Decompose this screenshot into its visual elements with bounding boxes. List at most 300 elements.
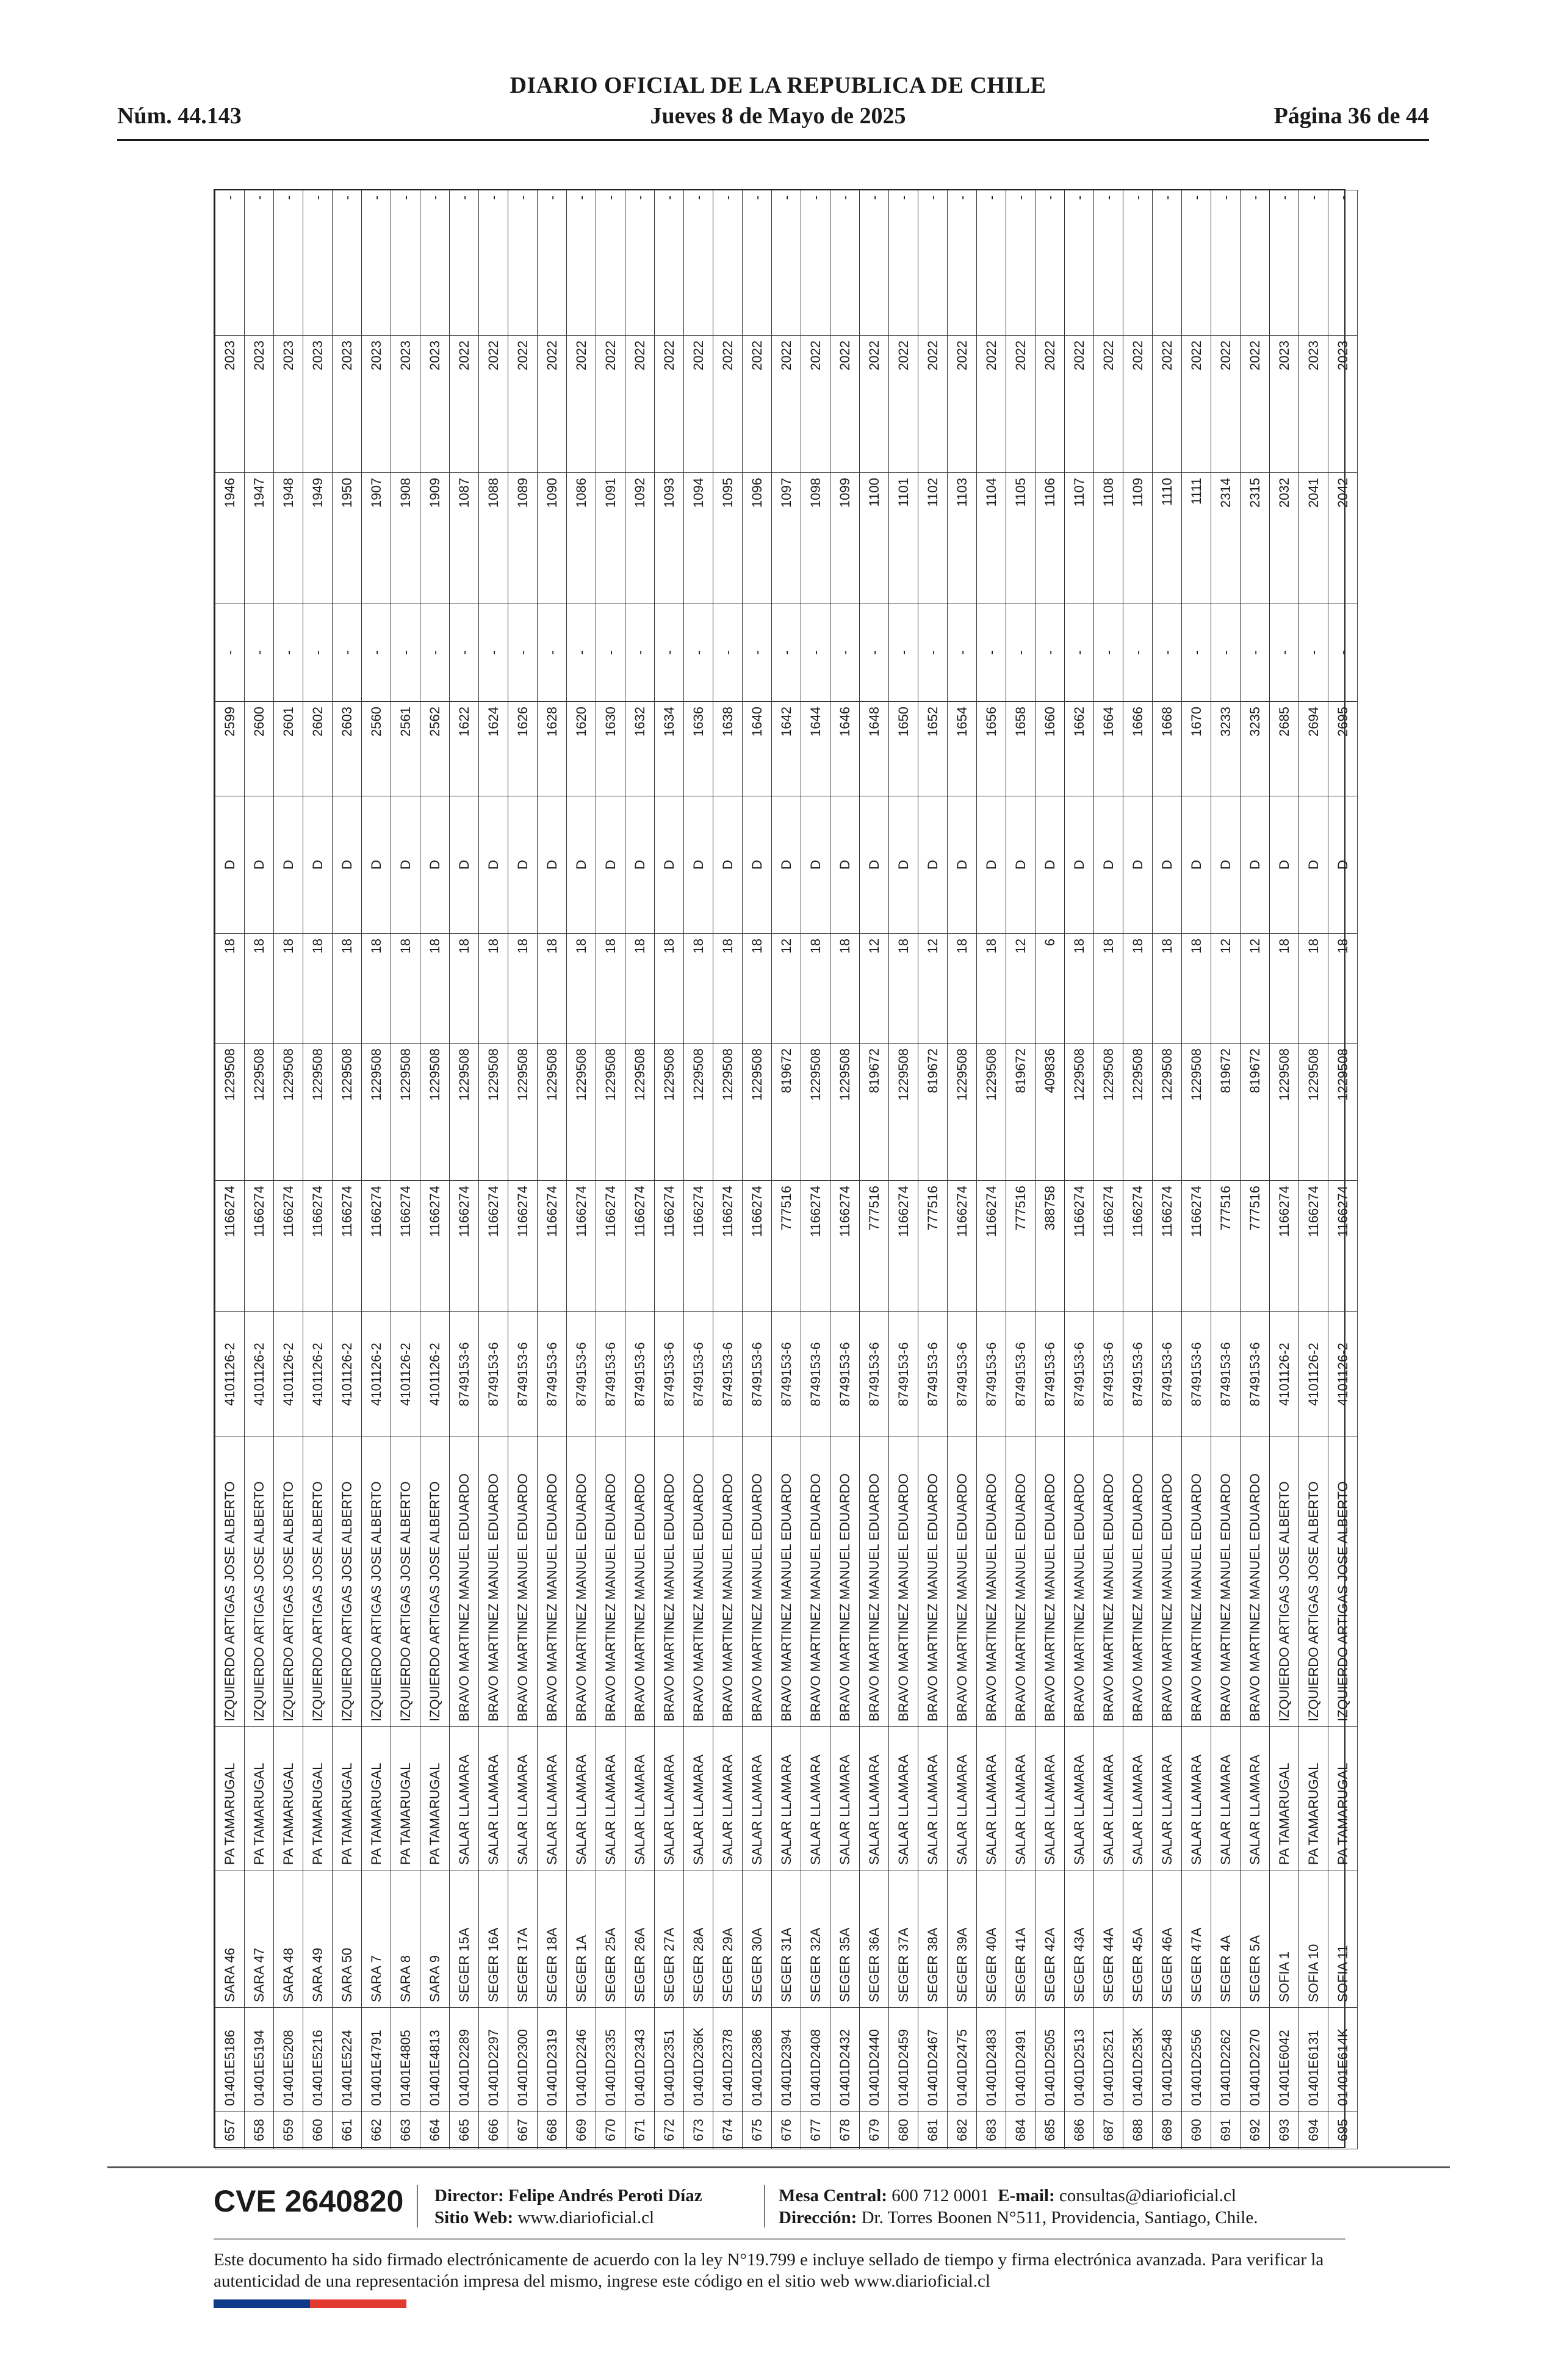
table-cell: 819672 xyxy=(918,1044,948,1181)
table-cell: 1166274 xyxy=(1328,1181,1358,1312)
table-cell: SEGER 25A xyxy=(596,1870,625,2008)
table-cell: IZQUIERDO ARTIGAS JOSE ALBERTO xyxy=(362,1437,391,1727)
table-cell: - xyxy=(303,190,333,336)
table-cell: 18 xyxy=(889,934,918,1044)
table-cell: 673 xyxy=(684,2111,713,2149)
table-cell: 1099 xyxy=(830,473,860,604)
table-row xyxy=(596,190,625,2149)
table-cell: SALAR LLAMARA xyxy=(596,1727,625,1870)
table-cell: 8749153-6 xyxy=(1094,1312,1123,1437)
table-cell: 01401E6042 xyxy=(1270,2008,1299,2111)
table-cell: 8749153-6 xyxy=(1153,1312,1182,1437)
table-cell: D xyxy=(889,796,918,934)
table-cell: SARA 48 xyxy=(274,1870,303,2008)
table-cell: 1229508 xyxy=(1270,1044,1299,1181)
table-cell: BRAVO MARTINEZ MANUEL EDUARDO xyxy=(684,1437,713,1727)
table-cell: 1654 xyxy=(948,702,977,796)
table-cell: 2022 xyxy=(977,336,1006,473)
table-cell: SOFIA 1 xyxy=(1270,1870,1299,2008)
table-cell: 01401D2432 xyxy=(830,2008,860,2111)
table-cell: 660 xyxy=(303,2111,333,2149)
table-cell: 819672 xyxy=(860,1044,889,1181)
table-cell: 01401D236K xyxy=(684,2008,713,2111)
table-cell: D xyxy=(450,796,479,934)
table-cell: 1229508 xyxy=(1065,1044,1094,1181)
table-cell: 1166274 xyxy=(713,1181,743,1312)
table-cell: SEGER 31A xyxy=(772,1870,801,2008)
issue-number: Núm. 44.143 xyxy=(117,103,242,129)
table-cell: - xyxy=(1241,190,1270,336)
table-cell: 2561 xyxy=(391,702,420,796)
table-cell: 18 xyxy=(450,934,479,1044)
table-cell: 1229508 xyxy=(713,1044,743,1181)
flag-stripe-blue xyxy=(214,2299,310,2308)
table-row xyxy=(567,190,596,2149)
table-cell: - xyxy=(1299,604,1328,702)
table-cell: D xyxy=(1270,796,1299,934)
table-cell: 1648 xyxy=(860,702,889,796)
table-cell: BRAVO MARTINEZ MANUEL EDUARDO xyxy=(508,1437,538,1727)
table-cell: IZQUIERDO ARTIGAS JOSE ALBERTO xyxy=(1270,1437,1299,1727)
table-cell: 1229508 xyxy=(1182,1044,1211,1181)
table-cell: 1166274 xyxy=(450,1181,479,1312)
table-cell: 12 xyxy=(772,934,801,1044)
table-cell: 2022 xyxy=(1241,336,1270,473)
table-cell: - xyxy=(1153,190,1182,336)
table-cell: 01401E5194 xyxy=(245,2008,274,2111)
table-cell: SALAR LLAMARA xyxy=(1123,1727,1153,1870)
table-cell: - xyxy=(362,604,391,702)
table-cell: SEGER 41A xyxy=(1006,1870,1036,2008)
table-cell: IZQUIERDO ARTIGAS JOSE ALBERTO xyxy=(333,1437,362,1727)
table-cell: D xyxy=(625,796,655,934)
table-cell: 2041 xyxy=(1299,473,1328,604)
page-indicator: Página 36 de 44 xyxy=(1273,103,1429,129)
table-cell: 1109 xyxy=(1123,473,1153,604)
table-cell: 2023 xyxy=(362,336,391,473)
table-cell: 01401D2459 xyxy=(889,2008,918,2111)
table-cell: 18 xyxy=(596,934,625,1044)
table-cell: 8749153-6 xyxy=(1123,1312,1153,1437)
table-cell: 1620 xyxy=(567,702,596,796)
table-cell: 8749153-6 xyxy=(1211,1312,1241,1437)
table-cell: 4101126-2 xyxy=(420,1312,450,1437)
table-cell: 819672 xyxy=(772,1044,801,1181)
table-cell: - xyxy=(479,190,508,336)
table-cell: 1229508 xyxy=(1299,1044,1328,1181)
table-cell: 1652 xyxy=(918,702,948,796)
table-cell: 01401D253K xyxy=(1123,2008,1153,2111)
table-cell: 2022 xyxy=(655,336,684,473)
email-link[interactable]: consultas@diarioficial.cl xyxy=(1059,2186,1236,2205)
table-cell: BRAVO MARTINEZ MANUEL EDUARDO xyxy=(625,1437,655,1727)
table-row xyxy=(860,190,889,2149)
table-body xyxy=(215,190,1358,2149)
table-cell: - xyxy=(772,604,801,702)
table-cell: - xyxy=(508,604,538,702)
table-cell: D xyxy=(274,796,303,934)
table-cell: 2315 xyxy=(1241,473,1270,604)
table-cell: 1166274 xyxy=(655,1181,684,1312)
table-cell: BRAVO MARTINEZ MANUEL EDUARDO xyxy=(1123,1437,1153,1727)
table-cell: 1166274 xyxy=(1182,1181,1211,1312)
table-cell: 2023 xyxy=(215,336,245,473)
footer-note-divider xyxy=(214,2238,1345,2240)
table-cell: 1095 xyxy=(713,473,743,604)
table-cell: 691 xyxy=(1211,2111,1241,2149)
table-cell: 4101126-2 xyxy=(333,1312,362,1437)
table-cell: - xyxy=(215,604,245,702)
table-cell: 1166274 xyxy=(1270,1181,1299,1312)
table-cell: BRAVO MARTINEZ MANUEL EDUARDO xyxy=(889,1437,918,1727)
table-cell: 8749153-6 xyxy=(713,1312,743,1437)
table-row xyxy=(1065,190,1094,2149)
table-cell: BRAVO MARTINEZ MANUEL EDUARDO xyxy=(1006,1437,1036,1727)
table-cell: 4101126-2 xyxy=(303,1312,333,1437)
table-row xyxy=(274,190,303,2149)
table-cell: 01401D2386 xyxy=(743,2008,772,2111)
table-row xyxy=(215,190,245,2149)
table-cell: 1166274 xyxy=(948,1181,977,1312)
table-cell: - xyxy=(538,604,567,702)
table-cell: 18 xyxy=(245,934,274,1044)
table-cell: PA TAMARUGAL xyxy=(391,1727,420,1870)
table-cell: D xyxy=(362,796,391,934)
table-cell: - xyxy=(948,190,977,336)
table-cell: 1632 xyxy=(625,702,655,796)
table-cell: 4101126-2 xyxy=(274,1312,303,1437)
table-cell: 2022 xyxy=(918,336,948,473)
table-cell: 1166274 xyxy=(743,1181,772,1312)
table-cell: 665 xyxy=(450,2111,479,2149)
table-cell: 1229508 xyxy=(479,1044,508,1181)
table-cell: 1229508 xyxy=(830,1044,860,1181)
table-cell: 2603 xyxy=(333,702,362,796)
table-cell: BRAVO MARTINEZ MANUEL EDUARDO xyxy=(479,1437,508,1727)
table-cell: D xyxy=(743,796,772,934)
table-cell: 01401D2483 xyxy=(977,2008,1006,2111)
table-cell: 1662 xyxy=(1065,702,1094,796)
table-cell: 2022 xyxy=(1182,336,1211,473)
table-cell: 1096 xyxy=(743,473,772,604)
table-cell: 4101126-2 xyxy=(1270,1312,1299,1437)
table-cell: 1100 xyxy=(860,473,889,604)
table-cell: 1104 xyxy=(977,473,1006,604)
table-cell: - xyxy=(1182,190,1211,336)
table-cell: D xyxy=(215,796,245,934)
table-row xyxy=(1006,190,1036,2149)
table-cell: SEGER 42A xyxy=(1036,1870,1065,2008)
table-cell: 8749153-6 xyxy=(1182,1312,1211,1437)
table-cell: 1624 xyxy=(479,702,508,796)
table-cell: 2685 xyxy=(1270,702,1299,796)
table-cell: 01401D2246 xyxy=(567,2008,596,2111)
table-cell: - xyxy=(801,604,830,702)
table-cell: 2600 xyxy=(245,702,274,796)
table-cell: 8749153-6 xyxy=(538,1312,567,1437)
table-cell: 1638 xyxy=(713,702,743,796)
table-cell: 819672 xyxy=(1241,1044,1270,1181)
table-cell: SEGER 18A xyxy=(538,1870,567,2008)
table-row xyxy=(1328,190,1358,2149)
table-cell: - xyxy=(1123,604,1153,702)
table-cell: 409836 xyxy=(1036,1044,1065,1181)
table-cell: 8749153-6 xyxy=(450,1312,479,1437)
table-cell: 01401E4791 xyxy=(362,2008,391,2111)
table-cell: 777516 xyxy=(860,1181,889,1312)
table-cell: D xyxy=(420,796,450,934)
table-cell: 12 xyxy=(1211,934,1241,1044)
table-cell: D xyxy=(830,796,860,934)
table-cell: - xyxy=(1006,190,1036,336)
table-cell: IZQUIERDO ARTIGAS JOSE ALBERTO xyxy=(1299,1437,1328,1727)
table-cell: SEGER 16A xyxy=(479,1870,508,2008)
table-cell: D xyxy=(1328,796,1358,934)
table-cell: 01401D2289 xyxy=(450,2008,479,2111)
table-cell: - xyxy=(538,190,567,336)
table-cell: 2022 xyxy=(450,336,479,473)
table-cell: SEGER 30A xyxy=(743,1870,772,2008)
table-cell: - xyxy=(1036,604,1065,702)
table-cell: BRAVO MARTINEZ MANUEL EDUARDO xyxy=(655,1437,684,1727)
table-cell: 1229508 xyxy=(948,1044,977,1181)
table-row xyxy=(1036,190,1065,2149)
table-cell: 1650 xyxy=(889,702,918,796)
table-cell: 01401D2491 xyxy=(1006,2008,1036,2111)
table-cell: - xyxy=(625,604,655,702)
table-cell: 2022 xyxy=(860,336,889,473)
table-cell: 1229508 xyxy=(625,1044,655,1181)
table-cell: 01401D2270 xyxy=(1241,2008,1270,2111)
website-link[interactable]: www.diarioficial.cl xyxy=(517,2208,655,2227)
table-row xyxy=(743,190,772,2149)
table-cell: BRAVO MARTINEZ MANUEL EDUARDO xyxy=(772,1437,801,1727)
table-row xyxy=(391,190,420,2149)
flag-stripe-red xyxy=(310,2299,406,2308)
table-cell: 1088 xyxy=(479,473,508,604)
table-cell: 01401E5224 xyxy=(333,2008,362,2111)
table-cell: SALAR LLAMARA xyxy=(977,1727,1006,1870)
table-row xyxy=(245,190,274,2149)
table-cell: 18 xyxy=(1065,934,1094,1044)
table-cell: D xyxy=(860,796,889,934)
director-name: Felipe Andrés Peroti Díaz xyxy=(508,2186,702,2205)
table-cell: SALAR LLAMARA xyxy=(713,1727,743,1870)
table-cell: 8749153-6 xyxy=(1006,1312,1036,1437)
table-cell: SEGER 47A xyxy=(1182,1870,1211,2008)
table-cell: - xyxy=(333,190,362,336)
table-cell: 1166274 xyxy=(889,1181,918,1312)
table-cell: 678 xyxy=(830,2111,860,2149)
table-cell: SEGER 43A xyxy=(1065,1870,1094,2008)
table-cell: 8749153-6 xyxy=(1065,1312,1094,1437)
table-cell: 1229508 xyxy=(977,1044,1006,1181)
table-cell: - xyxy=(684,190,713,336)
table-cell: 679 xyxy=(860,2111,889,2149)
table-cell: - xyxy=(772,190,801,336)
table-cell: BRAVO MARTINEZ MANUEL EDUARDO xyxy=(918,1437,948,1727)
table-cell: 12 xyxy=(1241,934,1270,1044)
table-row xyxy=(655,190,684,2149)
table-cell: - xyxy=(596,190,625,336)
table-cell: BRAVO MARTINEZ MANUEL EDUARDO xyxy=(713,1437,743,1727)
table-cell: SALAR LLAMARA xyxy=(684,1727,713,1870)
table-cell: 1087 xyxy=(450,473,479,604)
table-cell: 2602 xyxy=(303,702,333,796)
table-cell: 687 xyxy=(1094,2111,1123,2149)
table-cell: 1229508 xyxy=(245,1044,274,1181)
table-cell: 1229508 xyxy=(743,1044,772,1181)
table-cell: 18 xyxy=(1328,934,1358,1044)
table-cell: - xyxy=(596,604,625,702)
table-row xyxy=(1153,190,1182,2149)
table-cell: - xyxy=(713,604,743,702)
email-label: E-mail: xyxy=(998,2186,1055,2205)
table-cell: D xyxy=(1299,796,1328,934)
table-cell: 1642 xyxy=(772,702,801,796)
table-cell: SEGER 17A xyxy=(508,1870,538,2008)
table-cell: D xyxy=(245,796,274,934)
table-cell: - xyxy=(1299,190,1328,336)
table-cell: BRAVO MARTINEZ MANUEL EDUARDO xyxy=(743,1437,772,1727)
table-cell: 01401D2343 xyxy=(625,2008,655,2111)
table-cell: 1229508 xyxy=(538,1044,567,1181)
table-cell: 1907 xyxy=(362,473,391,604)
table-cell: PA TAMARUGAL xyxy=(333,1727,362,1870)
table-cell: 1098 xyxy=(801,473,830,604)
table-cell: 01401D2548 xyxy=(1153,2008,1182,2111)
table-cell: 18 xyxy=(625,934,655,1044)
table-cell: 01401D2440 xyxy=(860,2008,889,2111)
table-cell: 1670 xyxy=(1182,702,1211,796)
table-cell: 1229508 xyxy=(889,1044,918,1181)
table-row xyxy=(684,190,713,2149)
table-cell: 18 xyxy=(655,934,684,1044)
table-cell: 8749153-6 xyxy=(743,1312,772,1437)
director-label: Director: xyxy=(434,2186,504,2205)
table-cell: 1947 xyxy=(245,473,274,604)
table-cell: 2022 xyxy=(772,336,801,473)
table-cell: 8749153-6 xyxy=(860,1312,889,1437)
table-cell: - xyxy=(1006,604,1036,702)
table-cell: 1229508 xyxy=(450,1044,479,1181)
table-cell: - xyxy=(977,604,1006,702)
table-cell: BRAVO MARTINEZ MANUEL EDUARDO xyxy=(450,1437,479,1727)
table-cell: 2023 xyxy=(1328,336,1358,473)
table-cell: 1946 xyxy=(215,473,245,604)
table-cell: 819672 xyxy=(1006,1044,1036,1181)
gazette-title: DIARIO OFICIAL DE LA REPUBLICA DE CHILE xyxy=(510,73,1046,98)
table-cell: 8749153-6 xyxy=(508,1312,538,1437)
table-cell: D xyxy=(713,796,743,934)
table-cell: 1229508 xyxy=(420,1044,450,1181)
table-cell: - xyxy=(274,190,303,336)
table-cell: D xyxy=(1123,796,1153,934)
table-cell: 2023 xyxy=(420,336,450,473)
table-cell: 18 xyxy=(1182,934,1211,1044)
table-cell: IZQUIERDO ARTIGAS JOSE ALBERTO xyxy=(245,1437,274,1727)
table-cell: 18 xyxy=(1094,934,1123,1044)
table-cell: - xyxy=(889,190,918,336)
table-cell: - xyxy=(567,190,596,336)
table-cell: 8749153-6 xyxy=(655,1312,684,1437)
table-cell: 18 xyxy=(801,934,830,1044)
table-cell: D xyxy=(1094,796,1123,934)
table-cell: SEGER 39A xyxy=(948,1870,977,2008)
table-cell: 18 xyxy=(1270,934,1299,1044)
cve-code: CVE 2640820 xyxy=(214,2184,404,2218)
table-cell: 18 xyxy=(215,934,245,1044)
table-cell: 18 xyxy=(567,934,596,1044)
table-cell: 677 xyxy=(801,2111,830,2149)
table-cell: SALAR LLAMARA xyxy=(772,1727,801,1870)
table-cell: SALAR LLAMARA xyxy=(1153,1727,1182,1870)
table-cell: 676 xyxy=(772,2111,801,2149)
table-cell: 1656 xyxy=(977,702,1006,796)
table-row xyxy=(625,190,655,2149)
table-cell: SALAR LLAMARA xyxy=(860,1727,889,1870)
table-cell: - xyxy=(743,604,772,702)
table-cell: D xyxy=(772,796,801,934)
table-cell: 4101126-2 xyxy=(1328,1312,1358,1437)
table-cell: 1090 xyxy=(538,473,567,604)
table-cell: 1229508 xyxy=(391,1044,420,1181)
table-cell: 2599 xyxy=(215,702,245,796)
table-cell: PA TAMARUGAL xyxy=(215,1727,245,1870)
table-cell: 1105 xyxy=(1006,473,1036,604)
table-cell: 1093 xyxy=(655,473,684,604)
table-cell: - xyxy=(918,190,948,336)
table-cell: D xyxy=(508,796,538,934)
address-label: Dirección: xyxy=(779,2208,857,2227)
table-cell: 01401D2378 xyxy=(713,2008,743,2111)
table-cell: 01401D2300 xyxy=(508,2008,538,2111)
table-row xyxy=(1123,190,1153,2149)
table-cell: 01401D2505 xyxy=(1036,2008,1065,2111)
table-cell: 1634 xyxy=(655,702,684,796)
table-cell: SARA 46 xyxy=(215,1870,245,2008)
table-cell: - xyxy=(567,604,596,702)
table-cell: SALAR LLAMARA xyxy=(450,1727,479,1870)
table-row xyxy=(1299,190,1328,2149)
table-cell: PA TAMARUGAL xyxy=(303,1727,333,1870)
table-cell: 1108 xyxy=(1094,473,1123,604)
table-cell: IZQUIERDO ARTIGAS JOSE ALBERTO xyxy=(274,1437,303,1727)
table-cell: 2032 xyxy=(1270,473,1299,604)
table-cell: - xyxy=(655,190,684,336)
table-cell: 1166274 xyxy=(596,1181,625,1312)
table-cell: 1640 xyxy=(743,702,772,796)
table-cell: SEGER 46A xyxy=(1153,1870,1182,2008)
table-cell: 1103 xyxy=(948,473,977,604)
table-cell: 1102 xyxy=(918,473,948,604)
table-cell: - xyxy=(420,190,450,336)
table-cell: BRAVO MARTINEZ MANUEL EDUARDO xyxy=(1153,1437,1182,1727)
table-cell: 675 xyxy=(743,2111,772,2149)
table-cell: 8749153-6 xyxy=(918,1312,948,1437)
table-cell: BRAVO MARTINEZ MANUEL EDUARDO xyxy=(948,1437,977,1727)
table-cell: 2022 xyxy=(1065,336,1094,473)
table-cell: 689 xyxy=(1153,2111,1182,2149)
table-cell: - xyxy=(450,190,479,336)
table-row xyxy=(1241,190,1270,2149)
table-cell: 682 xyxy=(948,2111,977,2149)
table-cell: 18 xyxy=(977,934,1006,1044)
table-cell: SALAR LLAMARA xyxy=(948,1727,977,1870)
table-cell: - xyxy=(713,190,743,336)
table-cell: 2023 xyxy=(303,336,333,473)
table-cell: 8749153-6 xyxy=(684,1312,713,1437)
